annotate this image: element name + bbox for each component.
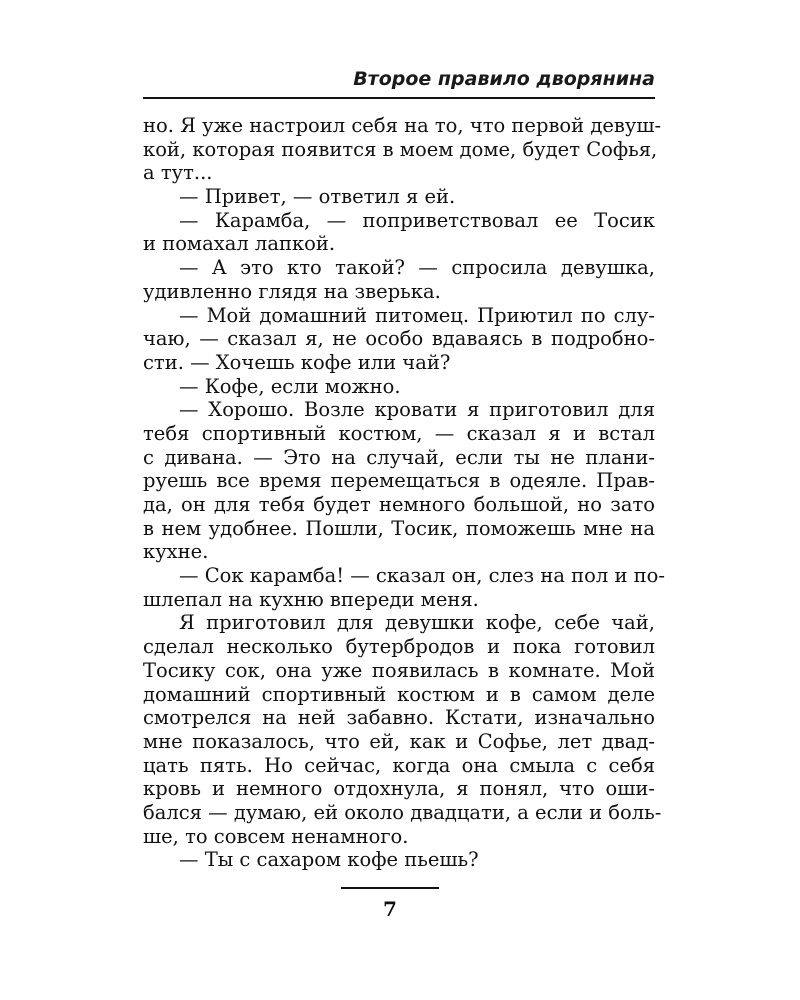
text-line: кой, которая появится в моем доме, будет Софья, bbox=[143, 137, 658, 161]
running-header-title: Второе правило дворянина bbox=[353, 68, 655, 90]
body-text bbox=[143, 114, 665, 872]
text-line: — Сок карамба! — сказал он, слез на пол и по- bbox=[179, 564, 665, 588]
text-line: но. Я уже настроил себя на то, что первой девуш- bbox=[143, 114, 662, 137]
text-line: — Кофе, если можно. bbox=[179, 374, 401, 398]
text-line: шлепал на кухню впереди меня. bbox=[143, 587, 479, 611]
text-line: сти. — Хочешь кофе или чай? bbox=[143, 350, 451, 374]
header-rule bbox=[143, 97, 655, 99]
text-line: домашний спортивный костюм и в самом деле bbox=[143, 682, 655, 706]
text-line: бался — думаю, ей около двадцати, а если и боль- bbox=[143, 800, 662, 824]
text-line: и помахал лапкой. bbox=[143, 232, 336, 256]
text-line: кухне. bbox=[143, 540, 209, 564]
text-line: руешь все время перемещаться в одеяле. Прав- bbox=[143, 469, 655, 493]
text-line: чаю, — сказал я, не особо вдаваясь в подробно- bbox=[143, 327, 655, 351]
text-line: — Мой домашний питомец. Приютил по слу- bbox=[179, 303, 655, 327]
text-line: ше, то совсем ненамного. bbox=[143, 824, 409, 848]
text-line: с дивана. — Это на случай, если ты не плани- bbox=[143, 445, 655, 469]
text-line: мне показалось, что ей, как и Софье, лет двад- bbox=[143, 729, 655, 753]
text-line: кровь и немного отдохнула, я понял, что оши- bbox=[143, 777, 655, 801]
text-line: сделал несколько бутербродов и пока готовил bbox=[143, 635, 655, 659]
text-line: — Карамба, — поприветствовал ее Тосик bbox=[179, 208, 655, 232]
footer-rule bbox=[341, 887, 439, 889]
text-line: — Привет, — ответил я ей. bbox=[179, 185, 456, 209]
text-line: смотрелся на ней забавно. Кстати, изначально bbox=[143, 706, 655, 730]
text-line: а тут... bbox=[143, 161, 213, 185]
text-line: да, он для тебя будет немного большой, но зато bbox=[143, 493, 655, 516]
text-line: Я приготовил для девушки кофе, себе чай, bbox=[179, 611, 655, 635]
text-line: Тосику сок, она уже появилась в комнате. Мой bbox=[143, 658, 655, 682]
text-line: в нем удобнее. Пошли, Тосик, поможешь мне на bbox=[143, 516, 655, 540]
text-line: удивленно глядя на зверька. bbox=[143, 279, 441, 303]
text-line: — Хорошо. Возле кровати я приготовил для bbox=[179, 398, 655, 422]
page-number: 7 bbox=[383, 897, 397, 921]
text-line: — Ты с сахаром кофе пьешь? bbox=[179, 848, 479, 872]
text-line: тебя спортивный костюм, — сказал я и встал bbox=[143, 421, 655, 445]
text-line: — А это кто такой? — спросила девушка, bbox=[179, 256, 655, 280]
text-line: цать пять. Но сейчас, когда она смыла с себя bbox=[143, 753, 655, 777]
